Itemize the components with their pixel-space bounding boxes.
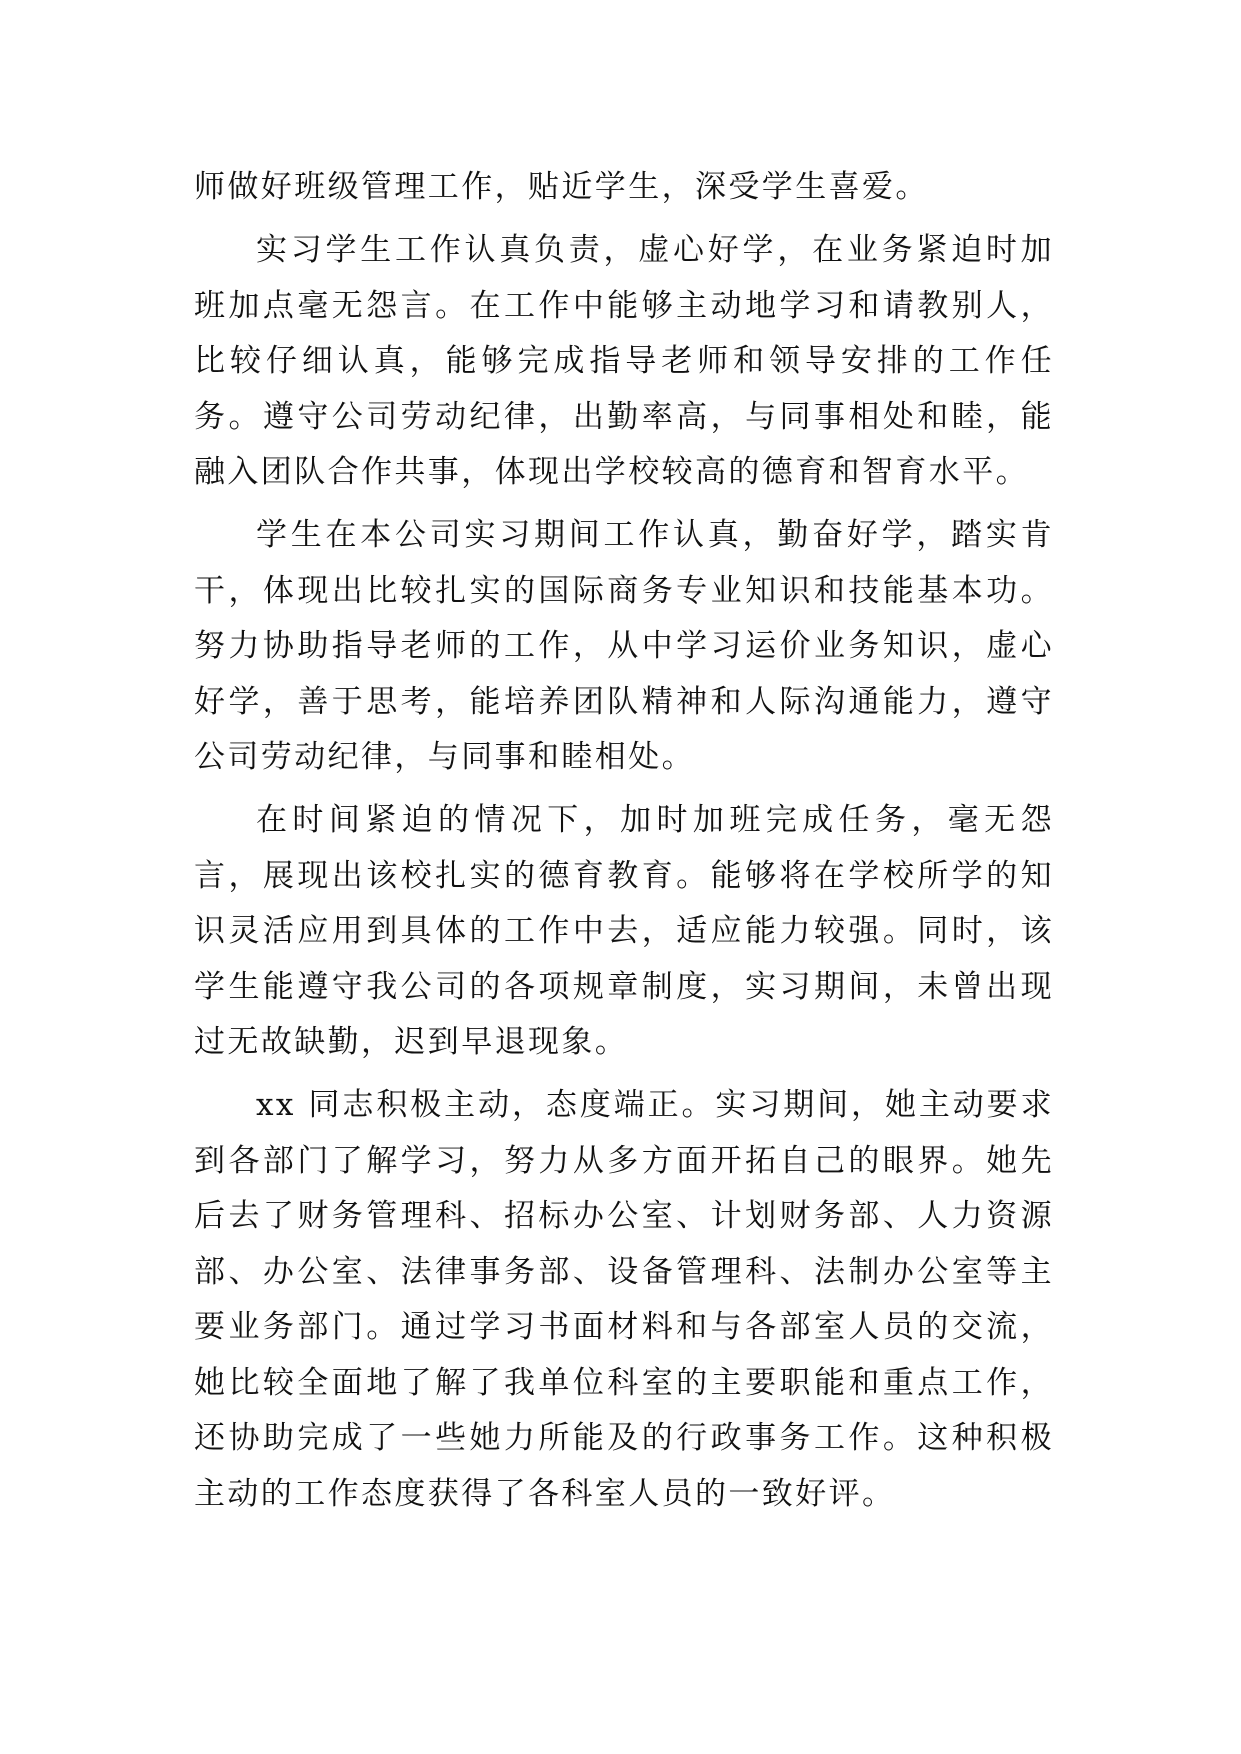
paragraph-professional-skills: 学生在本公司实习期间工作认真，勤奋好学，踏实肯干，体现出比较扎实的国际商务专业知识和技能基本功。努力协助指导老师的工作，从中学习运价业务知识，虚心好学，善于思考，能培养团队精神和人际沟通能力，遵守公司劳动纪律，与同事和睦相处。 bbox=[194, 517, 1054, 775]
document-body bbox=[194, 160, 1054, 1530]
paragraph-discipline: 在时间紧迫的情况下，加时加班完成任务，毫无怨言，展现出该校扎实的德育教育。能够将在学校所学的知识灵活应用到具体的工作中去，适应能力较强。同时，该学生能遵守我公司的各项规章制度，实习期间，未曾出现过无故缺勤，迟到早退现象。 bbox=[194, 802, 1054, 1060]
paragraph-continuation: 师做好班级管理工作，贴近学生，深受学生喜爱。 bbox=[194, 169, 929, 205]
paragraph-initiative: xx 同志积极主动，态度端正。实习期间，她主动要求到各部门了解学习，努力从多方面开拓自己的眼界。她先后去了财务管理科、招标办公室、计划财务部、人力资源部、办公室、法律事务部、设备管理科、法制办公室等主要业务部门。通过学习书面材料和与各部室人员的交流，她比较全面地了解了我单位科室的主要职能和重点工作，还协助完成了一些她力所能及的行政事务工作。这种积极主动的工作态度获得了各科室人员的一致好评。 bbox=[194, 1087, 1054, 1512]
paragraph-work-attitude: 实习学生工作认真负责，虚心好学，在业务紧迫时加班加点毫无怨言。在工作中能够主动地学习和请教别人，比较仔细认真，能够完成指导老师和领导安排的工作任务。遵守公司劳动纪律，出勤率高，与同事相处和睦，能融入团队合作共事，体现出学校较高的德育和智育水平。 bbox=[194, 232, 1054, 490]
